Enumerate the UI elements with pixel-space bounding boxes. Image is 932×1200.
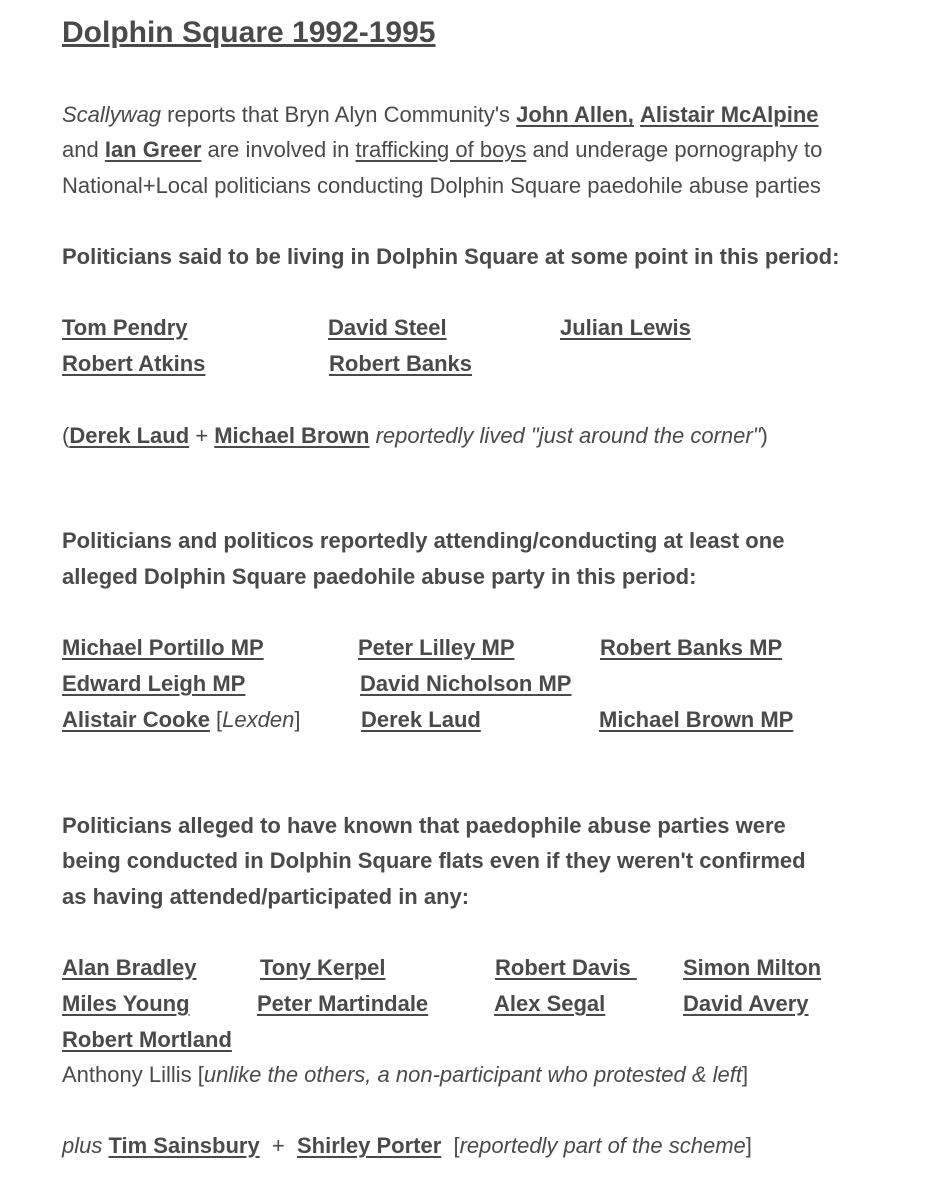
link-peter-lilley[interactable]: Peter Lilley MP: [358, 635, 515, 660]
link-john-allen[interactable]: John Allen,: [516, 102, 634, 127]
link-david-avery[interactable]: David Avery: [683, 991, 809, 1016]
link-alan-bradley[interactable]: Alan Bradley: [62, 955, 197, 980]
link-alistair-cooke[interactable]: Alistair Cooke: [62, 707, 210, 732]
link-peter-martindale[interactable]: Peter Martindale: [257, 991, 429, 1016]
alistair-cooke-entry: [62, 702, 300, 737]
lillis-name: Anthony Lillis: [62, 1062, 192, 1087]
link-ian-greer[interactable]: Ian Greer: [104, 137, 202, 162]
cooke-bracket-close: ]: [294, 707, 301, 732]
link-michael-portillo[interactable]: Michael Portillo MP: [62, 635, 264, 660]
intro-text-1: reports that Bryn Alyn Community's: [161, 102, 517, 127]
link-robert-banks[interactable]: Robert Banks: [329, 351, 473, 376]
residents-heading: Politicians said to be living in Dolphin Square at some point in this period:: [62, 244, 840, 269]
plus-line: [62, 1128, 752, 1163]
intro-text-2: are involved in: [201, 137, 356, 162]
cooke-lexden: Lexden: [222, 707, 295, 732]
link-tom-pendry[interactable]: Tom Pendry: [62, 315, 188, 340]
link-julian-lewis[interactable]: Julian Lewis: [560, 315, 691, 340]
cooke-bracket-open: [: [209, 707, 223, 732]
link-alex-segal[interactable]: Alex Segal: [494, 991, 606, 1016]
plus-bracket-close: ]: [745, 1133, 752, 1158]
note-close-paren: ): [760, 423, 768, 448]
attendees-heading-1: Politicians and politicos reportedly attending/conducting at least one: [62, 528, 785, 553]
link-trafficking[interactable]: trafficking of boys: [355, 137, 527, 162]
link-michael-brown[interactable]: Michael Brown: [214, 423, 370, 448]
link-simon-milton[interactable]: Simon Milton: [683, 955, 822, 980]
intro-and: and: [62, 137, 105, 162]
link-alistair-mcalpine[interactable]: Alistair McAlpine: [640, 102, 819, 127]
link-robert-atkins[interactable]: Robert Atkins: [62, 351, 206, 376]
link-edward-leigh[interactable]: Edward Leigh MP: [62, 671, 246, 696]
page-title: Dolphin Square 1992-1995: [62, 16, 436, 49]
plus-bracket-open: [: [441, 1133, 460, 1158]
link-robert-mortland[interactable]: Robert Mortland: [62, 1027, 232, 1052]
plus-note: reportedly part of the scheme: [459, 1133, 746, 1158]
plus-separator: +: [259, 1133, 297, 1158]
residents-note: [62, 418, 768, 453]
lillis-bracket-open: [: [191, 1062, 204, 1087]
link-miles-young[interactable]: Miles Young: [62, 991, 190, 1016]
note-open-paren: (: [62, 423, 70, 448]
link-derek-laud-attendee[interactable]: Derek Laud: [361, 707, 481, 732]
knew-heading-1: Politicians alleged to have known that paedophile abuse parties were: [62, 813, 786, 838]
link-tim-sainsbury[interactable]: Tim Sainsbury: [108, 1133, 260, 1158]
knew-heading-2: being conducted in Dolphin Square flats even if they weren't confirmed: [62, 848, 806, 873]
attendees-heading-2: alleged Dolphin Square paedohile abuse party in this period:: [62, 564, 697, 589]
plus-word: plus: [62, 1133, 109, 1158]
link-david-nicholson[interactable]: David Nicholson MP: [360, 671, 572, 696]
link-tony-kerpel[interactable]: Tony Kerpel: [260, 955, 386, 980]
intro-line-1: [62, 97, 819, 132]
link-michael-brown-mp[interactable]: Michael Brown MP: [599, 707, 794, 732]
lillis-note: unlike the others, a non-participant who protested & left: [203, 1062, 742, 1087]
intro-line-2: [62, 132, 822, 167]
link-robert-banks-mp[interactable]: Robert Banks MP: [600, 635, 783, 660]
publication-name: Scallywag: [62, 102, 162, 127]
knew-heading-3: as having attended/participated in any:: [62, 884, 470, 909]
lillis-bracket-close: ]: [741, 1062, 749, 1087]
link-david-steel[interactable]: David Steel: [328, 315, 447, 340]
note-plus: +: [189, 423, 215, 448]
note-italic: reportedly lived "just around the corner": [369, 423, 761, 448]
lillis-entry: [62, 1057, 748, 1092]
intro-text-3: and underage pornography to: [526, 137, 823, 162]
intro-line-3: National+Local politicians conducting Dolphin Square paedohile abuse parties: [62, 173, 821, 198]
link-derek-laud[interactable]: Derek Laud: [69, 423, 190, 448]
link-shirley-porter[interactable]: Shirley Porter: [296, 1133, 442, 1158]
link-robert-davis[interactable]: Robert Davis: [495, 955, 637, 980]
